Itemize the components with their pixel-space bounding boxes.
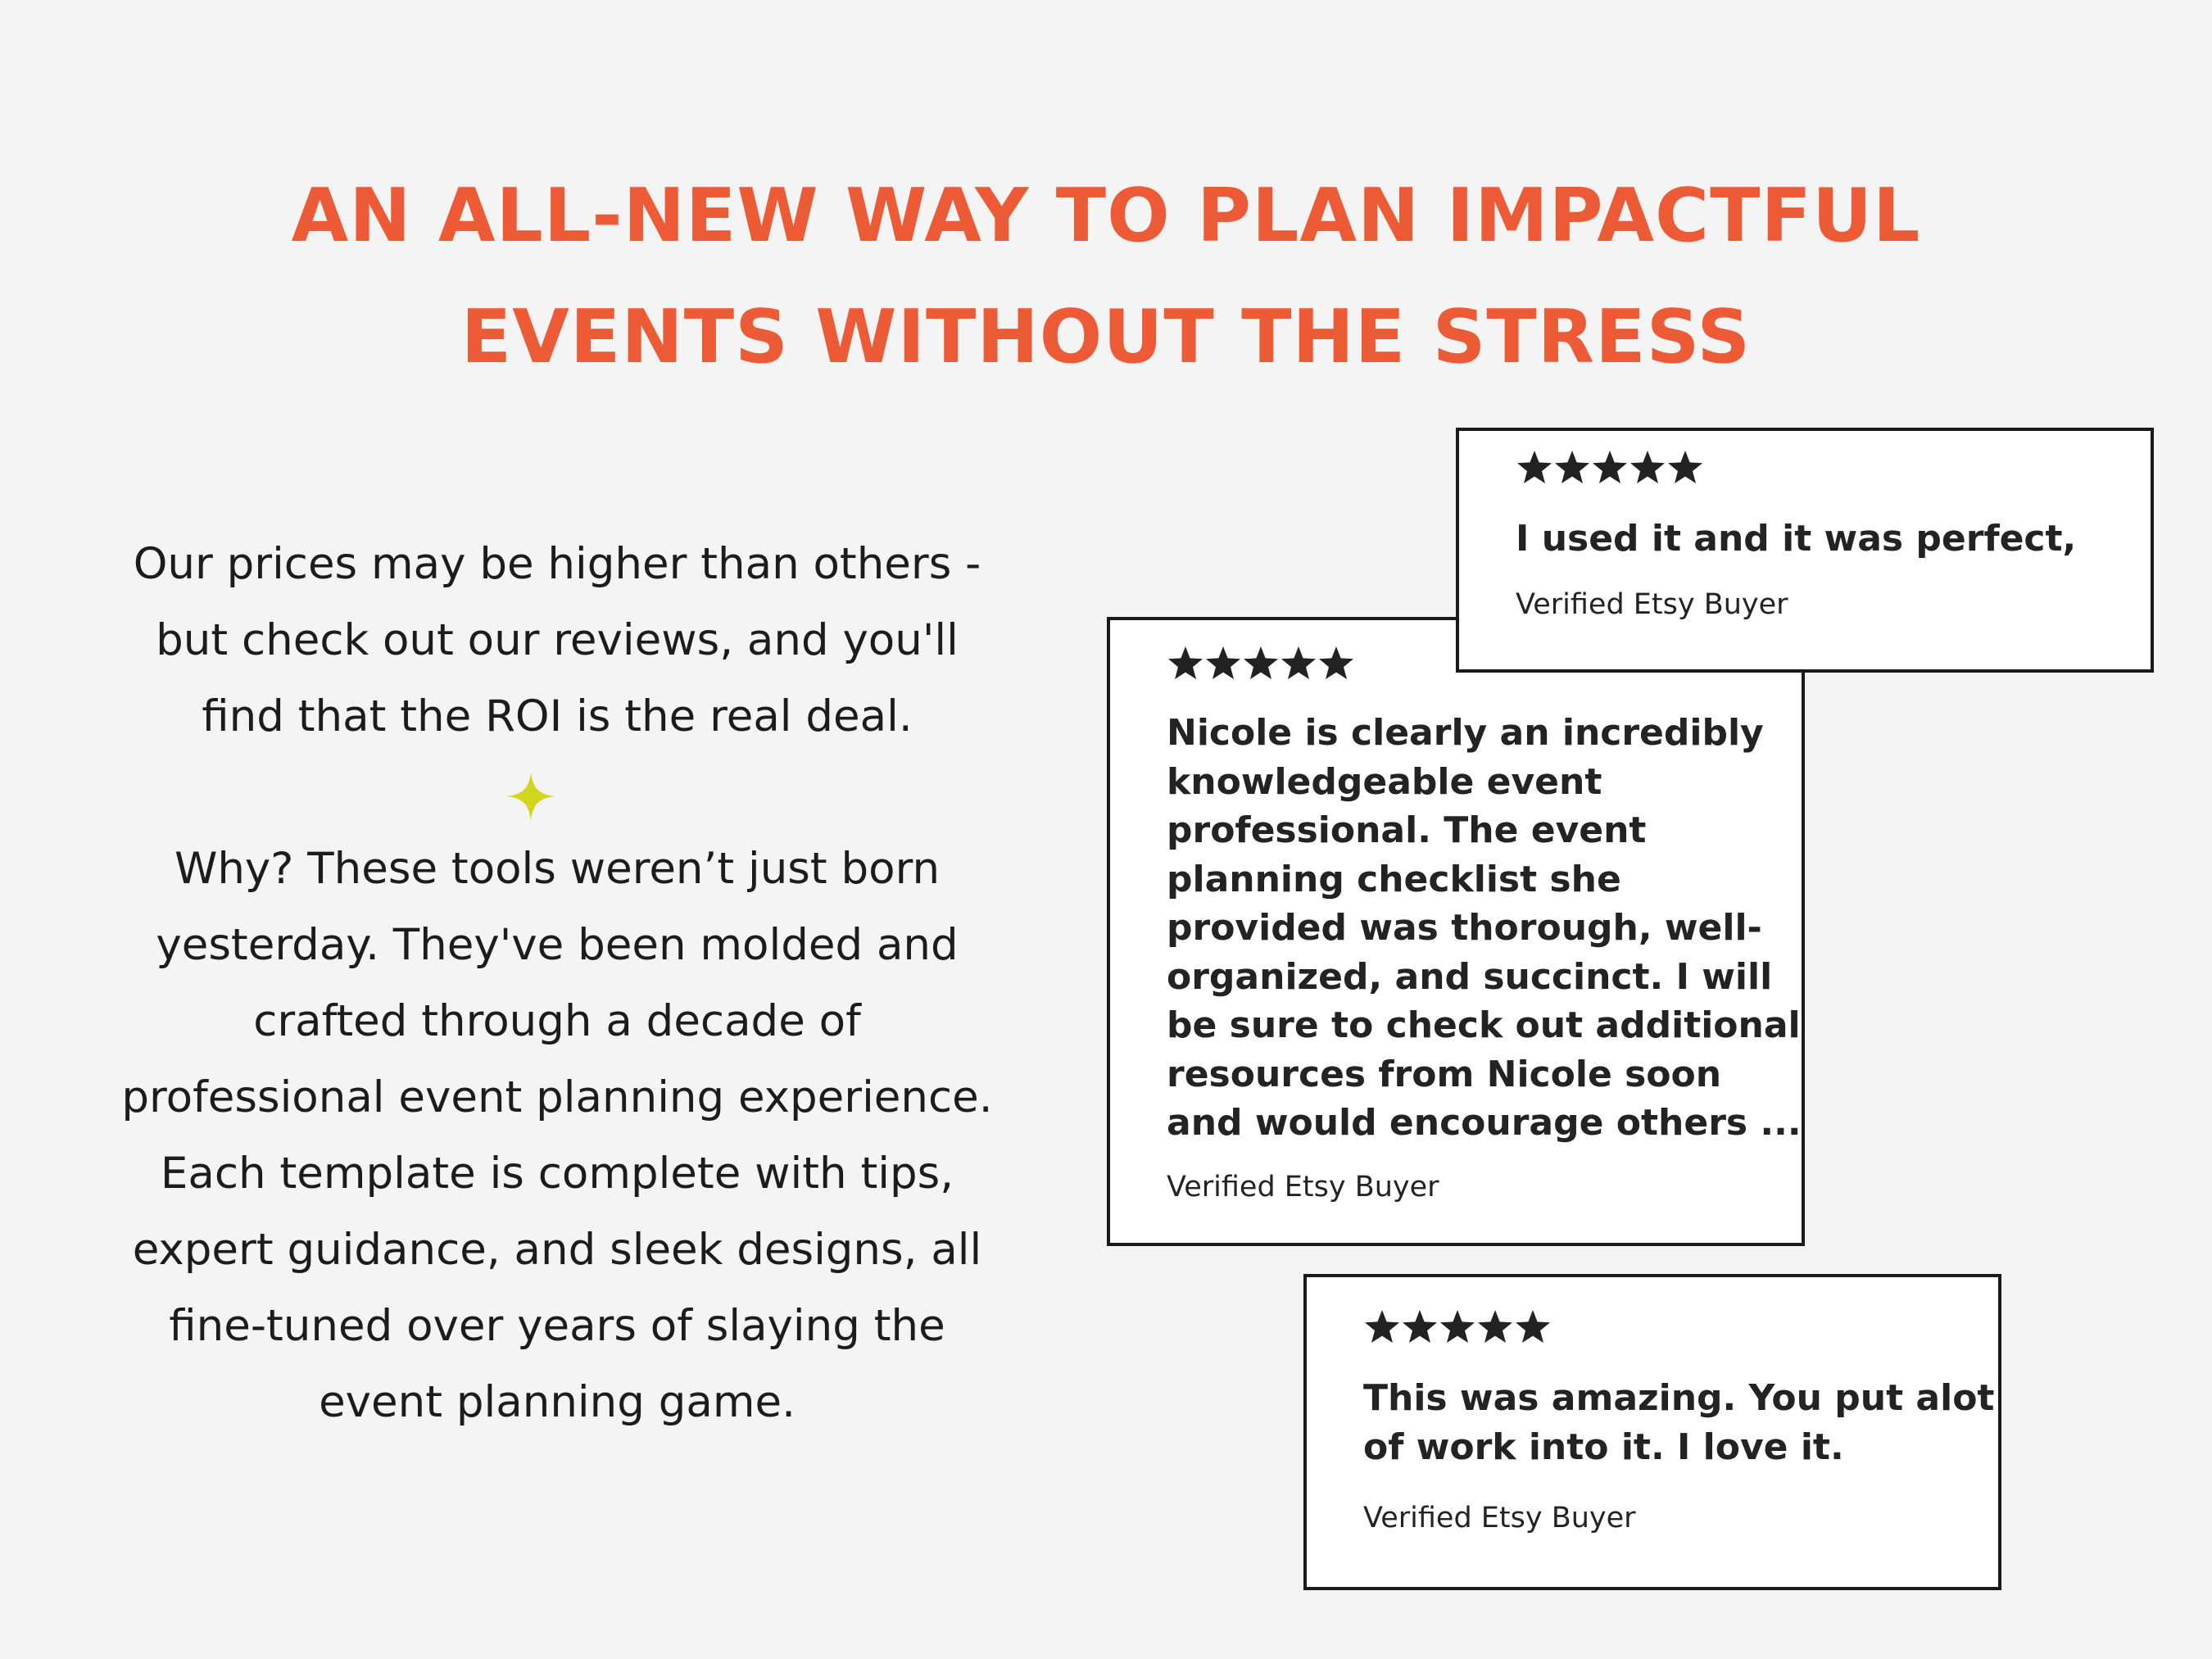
star-icon (1401, 1308, 1439, 1344)
star-icon (1439, 1308, 1476, 1344)
headline (0, 156, 2212, 398)
star-icon (1242, 645, 1280, 681)
intro-line: but check out our reviews, and you'll (156, 615, 959, 665)
star-icon (1476, 1308, 1514, 1344)
review-line: of work into it. I love it. (1363, 1426, 1844, 1468)
star-icon (1666, 449, 1704, 485)
star-rating (1363, 1308, 1552, 1344)
reviewer-label: Verified Etsy Buyer (1516, 588, 1788, 621)
review-text (1516, 514, 2076, 564)
reviewer-label: Verified Etsy Buyer (1363, 1502, 1636, 1534)
review-text (1167, 709, 1802, 1148)
star-icon (1591, 449, 1629, 485)
details-line: Each template is complete with tips, (160, 1149, 954, 1199)
review-line: and would encourage others ... (1167, 1102, 1802, 1144)
star-icon (1280, 645, 1317, 681)
review-line: I used it and it was perfect, (1516, 518, 2077, 560)
review-card (1303, 1274, 2001, 1590)
star-icon (1317, 645, 1355, 681)
details-line: fine-tuned over years of slaying the (169, 1301, 945, 1351)
star-icon (1516, 449, 1553, 485)
review-text (1363, 1374, 1994, 1471)
review-line: organized, and succinct. I will (1167, 955, 1773, 998)
review-line: professional. The event (1167, 809, 1647, 851)
review-card (1107, 617, 1805, 1246)
intro-line: find that the ROI is the real deal. (202, 691, 913, 741)
details-line: Why? These tools weren’t just born (174, 844, 941, 894)
star-rating (1167, 645, 1355, 681)
review-line: knowledgeable event (1167, 760, 1602, 803)
details-line: yesterday. They've been molded and (156, 920, 959, 970)
star-icon (1553, 449, 1591, 485)
details-paragraph (98, 831, 1016, 1440)
headline-line: EVENTS WITHOUT THE STRESS (460, 294, 1752, 380)
intro-paragraph (98, 526, 1016, 755)
review-card (1456, 428, 2154, 673)
star-rating (1516, 449, 1704, 485)
review-line: This was amazing. You put alot (1363, 1377, 1995, 1419)
details-line: event planning game. (319, 1377, 796, 1427)
star-icon (1363, 1308, 1401, 1344)
star-icon (1514, 1308, 1552, 1344)
star-icon (1167, 645, 1204, 681)
details-line: expert guidance, and sleek designs, all (132, 1225, 982, 1275)
star-icon (1629, 449, 1666, 485)
headline-line: AN ALL-NEW WAY TO PLAN IMPACTFUL (291, 173, 1921, 259)
review-line: Nicole is clearly an incredibly (1167, 712, 1764, 754)
review-line: resources from Nicole soon (1167, 1053, 1722, 1095)
sparkle-icon (505, 770, 557, 823)
star-icon (1204, 645, 1242, 681)
reviewer-label: Verified Etsy Buyer (1167, 1171, 1439, 1203)
details-line: crafted through a decade of (253, 996, 861, 1046)
details-line: professional event planning experience. (121, 1072, 993, 1122)
review-line: planning checklist she (1167, 858, 1621, 900)
intro-line: Our prices may be higher than others - (133, 539, 981, 589)
review-line: be sure to check out additional (1167, 1004, 1801, 1046)
review-line: provided was thorough, well- (1167, 907, 1762, 949)
